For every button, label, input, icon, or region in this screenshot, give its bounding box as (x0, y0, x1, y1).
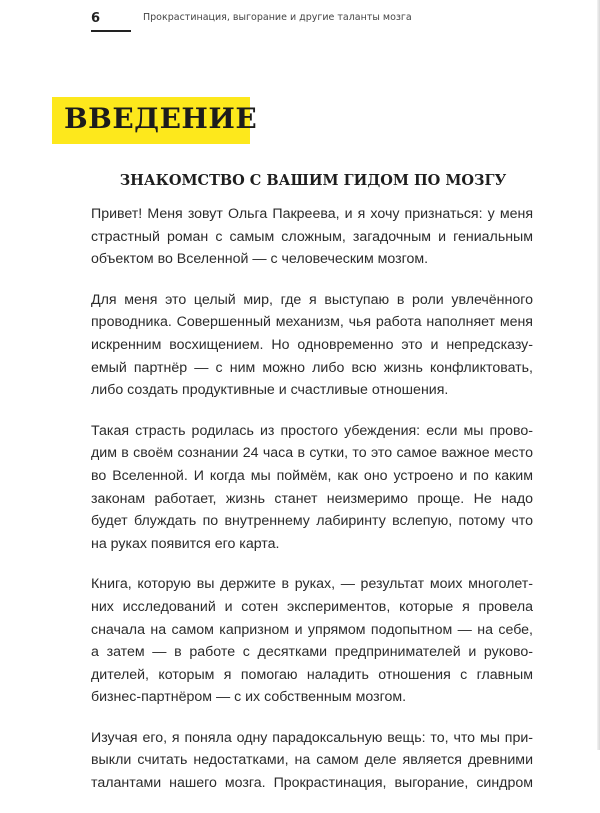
text-line: сначала на самом капризном и упрямом подопытном — на себе, (91, 621, 533, 638)
text-line: Изучая его, я поняла одну парадоксальную вещь: то, что мы при- (91, 729, 533, 746)
running-header (91, 10, 571, 32)
body-text (91, 203, 533, 813)
text-line: них исследований и сотен экспериментов, которые я провела (91, 598, 533, 615)
text-line: емый партнёр — с ним можно либо всю жизнь конфликтовать, (91, 359, 533, 376)
text-line: во Вселенной. И когда мы поймём, как оно устроено и по каким (91, 467, 533, 484)
text-line: Книга, которую вы держите в руках, — результат моих многолет- (91, 576, 533, 593)
header-rule (91, 30, 131, 32)
text-line: страстный роман с самым сложным, загадочным и гениальным (91, 228, 533, 245)
text-line: на руках появится его карта. (91, 535, 280, 552)
paragraph-2 (91, 289, 533, 402)
running-title: Прокрастинация, выгорание и другие таланты мозга (143, 12, 412, 23)
paragraph-1 (91, 203, 533, 271)
text-line: проводника. Совершенный механизм, чья работа наполняет меня (91, 314, 533, 331)
text-line: бизнес-партнёром — с их собственным мозгом. (91, 689, 407, 706)
text-line: законам работает, жизнь станет неизмеримо проще. Не надо (91, 490, 533, 507)
text-line: будет блуждать по внутреннему лабиринту вслепую, потому что (91, 513, 533, 530)
chapter-highlight (52, 97, 258, 144)
text-line: Такая страсть родилась из простого убеждения: если мы прово- (91, 422, 533, 439)
text-line: либо создать продуктивные и счастливые отношения. (91, 382, 449, 399)
text-line: талантами нашего мозга. Прокрастинация, выгорание, синдром (91, 775, 533, 792)
text-line: выкли считать недостатками, на самом деле является древними (91, 752, 533, 769)
text-line: дителей, которым я помогаю наладить отношения с главным (91, 666, 533, 683)
text-line: а затем — в работе с десятками предпринимателей и руково- (91, 644, 533, 661)
section-title: ЗНАКОМСТВО С ВАШИМ ГИДОМ ПО МОЗГУ (119, 172, 507, 189)
text-line: Привет! Меня зовут Ольга Пакреева, и я хочу признаться: у меня (91, 206, 533, 222)
text-line: дим в своём сознании 24 часа в сутки, то это самое важное место (91, 445, 533, 462)
text-line: Для меня это целый мир, где я выступаю в роли увлечённого (91, 291, 533, 308)
paragraph-4 (91, 573, 533, 709)
text-line: искренним восхищением. Но одновременно это и непредсказу- (91, 336, 533, 353)
text-line: объектом во Вселенной — с человеческим мозгом. (91, 251, 429, 268)
chapter-title: ВВЕДЕНИЕ (64, 102, 258, 135)
paragraph-3 (91, 420, 533, 556)
paragraph-5 (91, 727, 533, 795)
page-number: 6 (91, 11, 101, 26)
